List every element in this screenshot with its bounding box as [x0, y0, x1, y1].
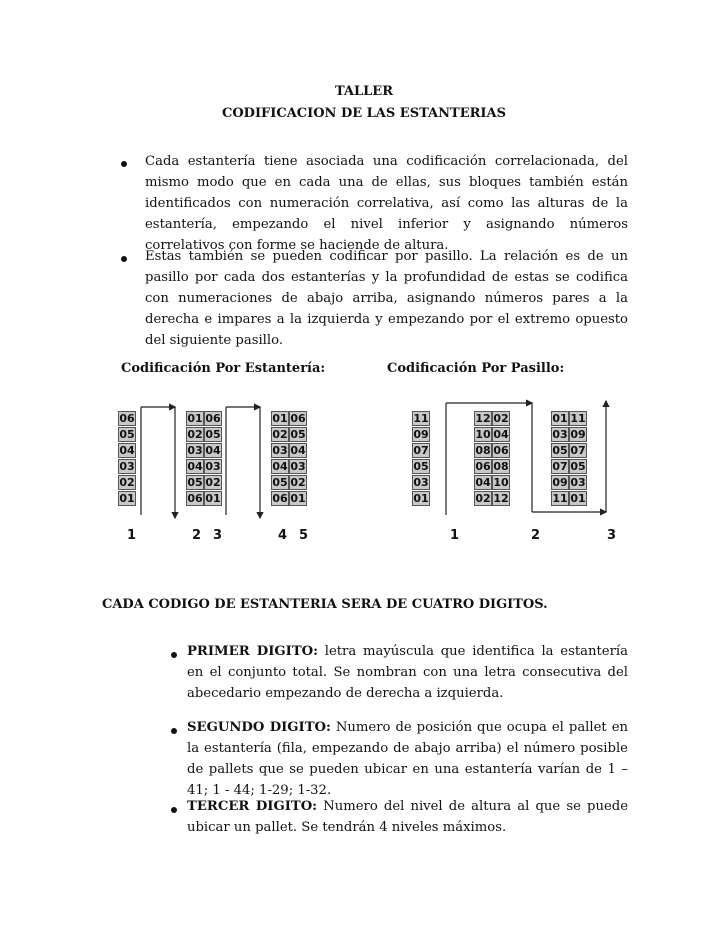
estanteria-cell: 04	[272, 460, 288, 473]
pasillo-cell: 03	[570, 476, 586, 489]
estanteria-number: 5	[299, 528, 309, 543]
estanteria-cell: 04	[187, 460, 203, 473]
pasillo-route	[446, 401, 606, 515]
estanteria-cell: 03	[187, 444, 203, 457]
bullet-paragraph-2: Estas también se pueden codificar por pasillo. La relación es de un pasillo por cada dos estanterías y la profundidad de estas se codifica con numeraciones de abajo arriba, asignando números pares a la derecha e impares a la izquierda y empezando por el extremo opuesto del siguiente pasillo.	[145, 249, 628, 348]
pasillo-cell: 10	[493, 476, 509, 489]
section-heading: CADA CODIGO DE ESTANTERIA SERA DE CUATRO DIGITOS.	[102, 597, 548, 612]
estanteria-cell: 05	[187, 476, 203, 489]
document-title: TALLER	[334, 84, 394, 99]
estanteria-cell: 01	[290, 492, 306, 505]
digit-item-3	[187, 796, 628, 838]
estanteria-cell: 06	[290, 412, 306, 425]
estanteria-cell: 03	[290, 460, 306, 473]
estanteria-cell: 02	[119, 476, 135, 489]
bullet-dot	[171, 652, 177, 658]
pasillo-cell: 07	[570, 444, 586, 457]
pasillo-cell: 12	[493, 492, 509, 505]
estanteria-number: 3	[213, 528, 223, 543]
estanteria-cell: 04	[205, 444, 221, 457]
label-pasillo: Codificación Por Pasillo:	[387, 361, 565, 376]
estanteria-number: 4	[278, 528, 288, 543]
digit-item-1	[187, 641, 628, 704]
pasillo-cell: 01	[413, 492, 429, 505]
estanteria-cell: 06	[272, 492, 288, 505]
digit-item-2	[187, 717, 628, 801]
pasillo-cell: 05	[552, 444, 568, 457]
pasillo-cell: 05	[570, 460, 586, 473]
estanteria-cell: 02	[187, 428, 203, 441]
pasillo-cell: 09	[413, 428, 429, 441]
pasillo-cell: 09	[570, 428, 586, 441]
label-estanteria: Codificación Por Estantería:	[121, 361, 326, 376]
estanteria-cell: 04	[290, 444, 306, 457]
pasillo-cell: 02	[475, 492, 491, 505]
pasillo-cell: 10	[475, 428, 491, 441]
pasillo-cell: 08	[475, 444, 491, 457]
digit-label: SEGUNDO DIGITO:	[187, 720, 331, 735]
estanteria-cell: 06	[119, 412, 135, 425]
estanteria-cell: 05	[272, 476, 288, 489]
estanteria-cell: 05	[205, 428, 221, 441]
estanteria-cell: 01	[272, 412, 288, 425]
pasillo-cell: 11	[570, 412, 586, 425]
estanteria-cell: 02	[205, 476, 221, 489]
estanteria-cell: 05	[119, 428, 135, 441]
digit-label: PRIMER DIGITO:	[187, 644, 318, 659]
estanteria-cell: 06	[205, 412, 221, 425]
pasillo-cell: 04	[475, 476, 491, 489]
estanteria-cell: 02	[290, 476, 306, 489]
estanteria-cell: 03	[272, 444, 288, 457]
digit-text: Numero del nivel de altura al que se puede ubicar un pallet. Se tendrán 4 niveles máximos.	[187, 799, 628, 835]
pasillo-number: 1	[450, 528, 460, 543]
pasillo-cell: 03	[552, 428, 568, 441]
pasillo-cell: 05	[413, 460, 429, 473]
pasillo-cell: 09	[552, 476, 568, 489]
pasillo-number: 2	[531, 528, 541, 543]
estanteria-cell: 02	[272, 428, 288, 441]
document-subtitle: CODIFICACION DE LAS ESTANTERIAS	[222, 106, 506, 121]
estanteria-cell: 03	[119, 460, 135, 473]
pasillo-cell: 04	[493, 428, 509, 441]
estanteria-number: 2	[192, 528, 202, 543]
estanteria-cell: 05	[290, 428, 306, 441]
pasillo-cell: 12	[475, 412, 491, 425]
estanteria-cell: 01	[187, 412, 203, 425]
bullet-dot	[171, 807, 177, 813]
pasillo-cell: 06	[475, 460, 491, 473]
pasillo-cell: 07	[552, 460, 568, 473]
digit-text: letra mayúscula que identifica la estantería en el conjunto total. Se nombran con una letra consecutiva del abecedario empezando de derecha a izquierda.	[187, 644, 628, 701]
estanteria-cell: 03	[205, 460, 221, 473]
bullet-dot	[171, 728, 177, 734]
pasillo-cell: 01	[570, 492, 586, 505]
pasillo-cell: 11	[552, 492, 568, 505]
pasillo-number: 3	[607, 528, 617, 543]
estanteria-cell: 06	[187, 492, 203, 505]
pasillo-cell: 06	[493, 444, 509, 457]
digit-label: TERCER DIGITO:	[187, 799, 318, 814]
bullet-paragraph-1: Cada estantería tiene asociada una codificación correlacionada, del mismo modo que en cada una de ellas, sus bloques también están identificados con numeración correlativa, así como las alturas de la estantería, empezando el nivel inferior y asignando números correlativos con forme se haciende de altura.	[145, 154, 628, 253]
pasillo-cell: 02	[493, 412, 509, 425]
estanteria-number: 1	[127, 528, 137, 543]
estanteria-cell: 01	[205, 492, 221, 505]
pasillo-cell: 03	[413, 476, 429, 489]
pasillo-cell: 08	[493, 460, 509, 473]
pasillo-cell: 07	[413, 444, 429, 457]
pasillo-cell: 01	[552, 412, 568, 425]
pasillo-cell: 11	[413, 412, 429, 425]
estanteria-cell: 01	[119, 492, 135, 505]
digit-text: Numero de posición que ocupa el pallet en la estantería (fila, empezando de abajo arriba) el número posible de pallets que se pueden ubicar en una estantería varían de 1 – 41; 1 - 44; 1-29; 1-32.	[187, 720, 628, 798]
estanteria-cell: 04	[119, 444, 135, 457]
